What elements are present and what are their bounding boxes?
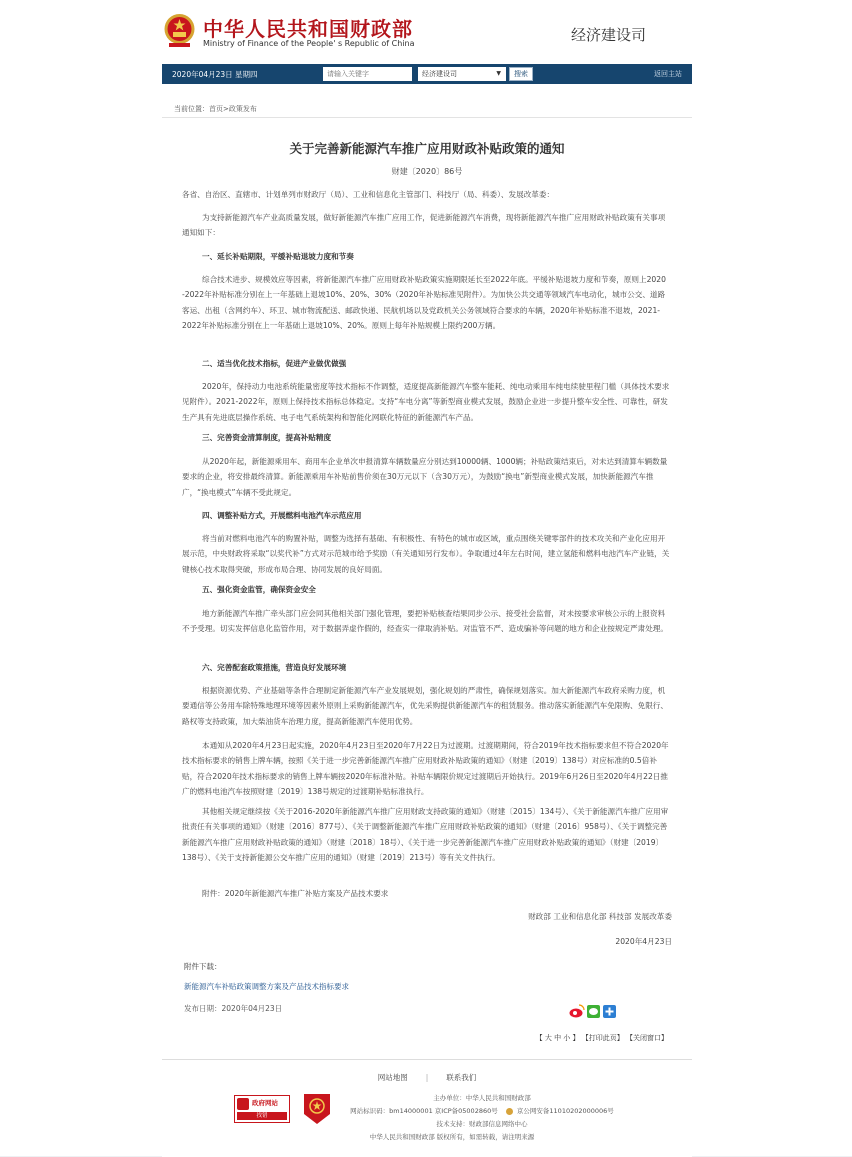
page-tools (536, 1033, 668, 1043)
contact-link[interactable]: 联系我们 (446, 1073, 477, 1082)
section-body: 综合技术进步、规模效应等因素，将新能源汽车推广应用财政补贴政策实施期限延长至2022年底。平缓补贴退坡力度和节奏，原则上2020 -2022年补贴标准分别在上一年基础上退坡10%、20%、30%（2020年补贴标准见附件）。为加快公共交通等领域汽车电动化，城市公交、道路客运、出租（含网约车）、环卫、城市物流配送、邮政快递、民航机场以及党政机关公务领域符合要求的车辆，2020年补贴标准不退坡，2021-2022年补贴标准分别在上一年基础上退坡10%、20%。原则上每年补贴规模上限约200万辆。 (182, 275, 666, 330)
search-input[interactable] (323, 67, 412, 81)
section-heading: 五、强化资金监管，确保资金安全 (202, 585, 316, 594)
sign-date: 2020年4月23日 (615, 937, 672, 946)
site-header (0, 0, 852, 64)
attachment-note: 附件：2020年新能源汽车推广补贴方案及产品技术要求 (202, 889, 389, 898)
weibo-icon[interactable] (570, 1005, 585, 1018)
attachment-download-link[interactable]: 新能源汽车补贴政策调整方案及产品技术指标要求 (184, 982, 349, 991)
nav-bar (162, 64, 692, 84)
current-date: 2020年04月23日 星期四 (172, 70, 258, 79)
signers: 财政部 工业和信息化部 科技部 发展改革委 (528, 912, 672, 921)
department-name: 经济建设司 (571, 26, 647, 44)
intro-paragraph: 为支持新能源汽车产业高质量发展，做好新能源汽车推广应用工作，促进新能源汽车消费，现将新能源汽车推广应用财政补贴政策有关事项通知如下： (182, 213, 666, 238)
section-body: 将当前对燃料电池汽车的购置补贴，调整为选择有基础、有积极性、有特色的城市或区域，重点围绕关键零部件的技术攻关和产业化应用开展示范，中央财政将采取“以奖代补”方式对示范城市给予奖励（有关通知另行发布）。争取通过4年左右时间，建立氢能和燃料电池汽车产业链，关键核心技术取得突破，形成布局合理、协同发展的良好局面。 (182, 534, 670, 574)
section-body: 2020年，保持动力电池系统能量密度等技术指标不作调整，适度提高新能源汽车整车能耗、纯电动乘用车纯电续驶里程门槛（具体技术要求见附件）。2021-2022年，原则上保持技术指标总体稳定。支持“车电分离”等新型商业模式发展，鼓励企业进一步提升整车安全性、可靠性，研发生产具有先进底层操作系统、电子电气系统架构和智能化网联化特征的新能源汽车产品。 (182, 382, 670, 422)
footer-separator: | (425, 1073, 429, 1082)
breadcrumb-divider (162, 117, 692, 118)
chevron-down-icon: ▼ (496, 70, 501, 77)
footer-site-id-text: 网站标识码：bm14000001 京ICP备05002860号 (350, 1107, 498, 1115)
section-body: 根据资源优势、产业基础等条件合理制定新能源汽车产业发展规划，强化规划的严肃性，确保规划落实。加大新能源汽车政府采购力度，机要通信等公务用车除特殊地理环境等因素外原则上采购新能源汽车，优先采购提供新能源汽车的租赁服务。推动落实新能源汽车免限购、免限行、路权等支持政策，加大柴油货车治理力度，提高新能源汽车使用优势。 (182, 686, 668, 726)
font-size-control[interactable]: 【 大 中 小 】 (535, 1034, 580, 1042)
section-body: 地方新能源汽车推广牵头部门应会同其他相关部门强化管理，要把补贴核查结果同步公示、接受社会监督，对未按要求审核公示的上报资料不予受理。切实发挥信息化监管作用，对于数据弄虚作假的，经查实一律取消补贴。对监管不严、造成骗补等问题的地方和企业按规定严肃处理。 (182, 609, 668, 634)
gov-badge-icon (237, 1098, 249, 1110)
section-heading: 三、完善资金清算制度，提高补贴精度 (202, 433, 332, 442)
site-name-cn[interactable]: 中华人民共和国财政部 (203, 17, 413, 41)
police-badge-icon (506, 1108, 513, 1115)
addressee: 各省、自治区、直辖市、计划单列市财政厅（局）、工业和信息化主管部门、科技厅（局、科委）、发展改革委： (182, 190, 555, 199)
share-plus-icon[interactable] (603, 1005, 616, 1018)
gov-website-badge[interactable] (234, 1095, 290, 1123)
article-title: 关于完善新能源汽车推广应用财政补贴政策的通知 (289, 141, 565, 156)
national-emblem-icon (163, 13, 196, 48)
search-scope-value: 经济建设司 (422, 70, 457, 78)
gov-badge-report: 找错 (237, 1112, 287, 1120)
close-window-button[interactable]: 【关闭窗口】 (626, 1034, 668, 1042)
footer-links (162, 1072, 692, 1083)
section-heading: 四、调整补贴方式，开展燃料电池汽车示范应用 (202, 511, 362, 520)
footer-site-id (312, 1106, 652, 1115)
sitemap-link[interactable]: 网站地图 (377, 1073, 408, 1082)
print-button[interactable]: 【打印此页】 (581, 1034, 624, 1042)
search-scope-select[interactable] (418, 67, 506, 81)
section-heading: 六、完善配套政策措施，营造良好发展环境 (202, 663, 347, 672)
section-heading: 二、适当优化技术指标，促进产业做优做强 (202, 359, 347, 368)
wechat-icon[interactable] (587, 1005, 600, 1018)
downloads-label: 附件下载： (184, 962, 222, 971)
section-body: 从2020年起，新能源乘用车、商用车企业单次申报清算车辆数量应分别达到10000辆、1000辆；补贴政策结束后，对未达到清算车辆数量要求的企业，将安排最终清算。新能源乘用车补贴前售价须在30万元以下（含30万元），为鼓励“换电”新型商业模式发展，加快新能源汽车推广，“换电模式”车辆不受此规定。 (182, 457, 668, 497)
related-paragraph: 其他相关规定继续按《关于2016-2020年新能源汽车推广应用财政支持政策的通知》（财建〔2015〕134号）、《关于新能源汽车推广应用审批责任有关事项的通知》（财建〔2016〕877号）、《关于调整新能源汽车推广应用财政补贴政策的通知》（财建〔2016〕958号）、《关于调整完善新能源汽车推广应用财政补贴政策的通知》（财建〔2018〕18号）、《关于进一步完善新能源汽车推广应用财政补贴政策的通知》（财建〔2019〕138号）、《关于支持新能源公交车推广应用的通知》（财建〔2019〕213号）等有关文件执行。 (182, 807, 669, 862)
implementation-paragraph: 本通知从2020年4月23日起实施，2020年4月23日至2020年7月22日为过渡期。过渡期期间，符合2019年技术指标要求但不符合2020年技术指标要求的销售上牌车辆，按照《关于进一步完善新能源汽车推广应用财政补贴政策的通知》（财建〔2019〕138号）对应标准的0.5倍补贴，符合2020年技术指标要求的销售上牌车辆按2020年标准补贴。补贴车辆限价规定过渡期后开始执行。2019年6月26日至2020年4月22日推广的燃料电池汽车按照财建〔2019〕138号规定的过渡期补贴标准执行。 (182, 741, 669, 796)
footer-sponsor: 主办单位：中华人民共和国财政部 (433, 1094, 531, 1102)
section-heading: 一、延长补贴期限，平缓补贴退坡力度和节奏 (202, 252, 354, 261)
breadcrumb[interactable]: 当前位置：首页>政策发布 (174, 105, 257, 113)
publish-date: 发布日期：2020年04月23日 (184, 1004, 283, 1013)
article-container (162, 94, 692, 1059)
search-button[interactable]: 搜索 (509, 67, 533, 81)
footer-copyright: 中华人民共和国财政部 版权所有，如需转载，请注明来源 (369, 1133, 535, 1141)
share-bar (568, 1002, 628, 1020)
home-link[interactable]: 返回主站 (654, 70, 682, 78)
site-name-en: Ministry of Finance of the People' s Republic of China (203, 39, 415, 48)
footer-police[interactable]: 京公网安备11010202000006号 (516, 1107, 614, 1115)
footer-tech: 技术支持：财政部信息网络中心 (436, 1120, 528, 1128)
site-footer (162, 1059, 692, 1157)
gov-badge-title: 政府网站 (252, 1099, 278, 1107)
document-number: 财建〔2020〕86号 (391, 167, 463, 176)
